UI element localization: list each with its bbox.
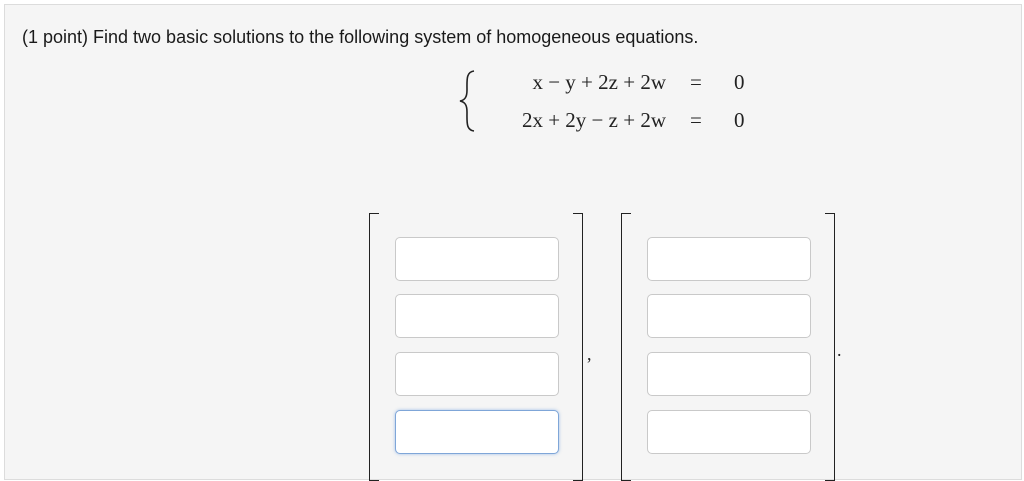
vector-2-entry-1[interactable] (647, 237, 811, 281)
solution-vector-2 (621, 213, 835, 481)
vector-2-left-bracket (621, 213, 631, 481)
equation-2-lhs: 2x + 2y − z + 2w (521, 108, 666, 132)
vector-2-entry-3[interactable] (647, 352, 811, 396)
equation-1-lhs: x − y + 2z + 2w (532, 70, 666, 94)
equation-2-equals: = (690, 108, 702, 132)
equation-row-1 (458, 70, 758, 100)
solution-vector-1 (369, 213, 583, 481)
vector-end-period: . (837, 340, 842, 360)
vector-separator-comma: , (587, 344, 592, 364)
vector-1-entry-3[interactable] (395, 352, 559, 396)
vector-1-entry-2[interactable] (395, 294, 559, 338)
vector-1-entry-1[interactable] (395, 237, 559, 281)
vector-2-entry-2[interactable] (647, 294, 811, 338)
problem-statement: (1 point) Find two basic solutions to the following system of homogeneous equations. (22, 27, 699, 47)
vector-2-entry-4[interactable] (647, 410, 811, 454)
vector-2-right-bracket (825, 213, 835, 481)
vector-1-right-bracket (573, 213, 583, 481)
vector-1-left-bracket (369, 213, 379, 481)
equation-2-rhs: 0 (734, 108, 745, 132)
equation-1-equals: = (690, 70, 702, 94)
equation-system (458, 66, 758, 138)
vector-1-entry-4[interactable] (395, 410, 559, 454)
equation-row-2 (458, 108, 758, 138)
equation-1-rhs: 0 (734, 70, 745, 94)
